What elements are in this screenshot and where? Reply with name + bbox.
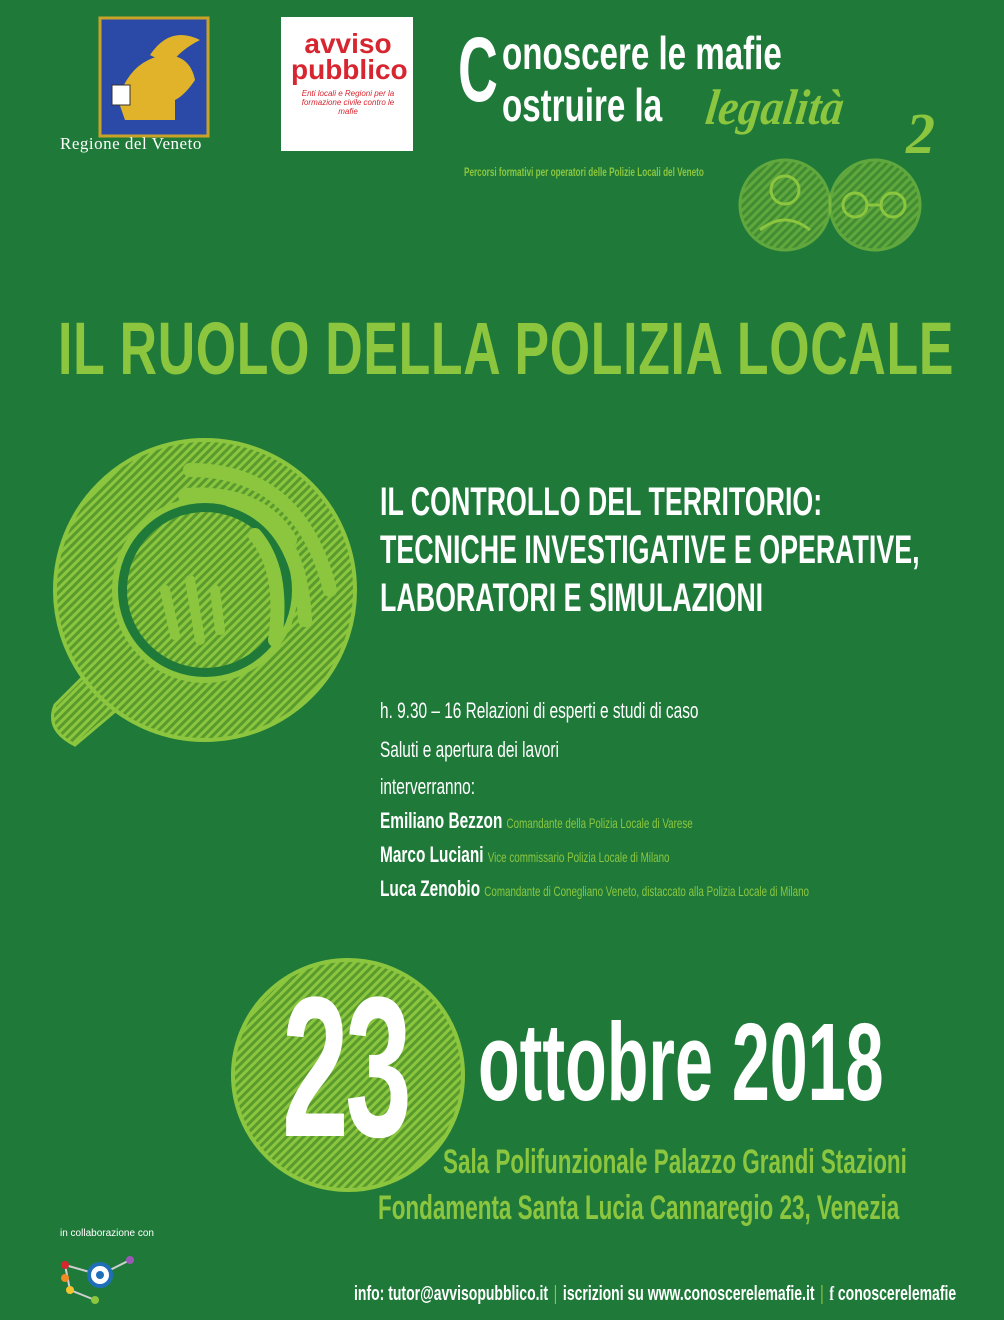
session-title-line1: IL CONTROLLO DEL TERRITORIO: — [380, 480, 823, 524]
venue-line2: Fondamenta Santa Lucia Cannaregio 23, Venezia — [378, 1189, 900, 1227]
speaker-name: Marco Luciani — [380, 842, 484, 867]
avviso-tagline: Enti locali e Regioni per la formazione civile contro le mafie — [301, 89, 395, 116]
speaker-list — [380, 808, 993, 910]
project-header — [458, 20, 998, 180]
speaker-role: Comandante di Conegliano Veneto, distaccato alla Polizia Locale di Milano — [484, 883, 810, 899]
session-title-line2: TECNICHE INVESTIGATIVE E OPERATIVE, — [380, 528, 920, 572]
project-big-c: C — [458, 19, 498, 121]
project-line1: onoscere le mafie — [502, 27, 782, 79]
footer-social[interactable]: conoscerelemafie — [837, 1283, 957, 1305]
speaker-name: Emiliano Bezzon — [380, 808, 503, 833]
session-opening: Saluti e apertura dei lavori — [380, 737, 559, 762]
session-schedule: h. 9.30 – 16 Relazioni di esperti e studi di caso — [380, 698, 699, 723]
session-title — [380, 478, 990, 622]
facebook-icon[interactable]: f — [829, 1283, 835, 1305]
collaboration-label: in collaborazione con — [60, 1228, 154, 1239]
footer: info: tutor@avvisopubblico.it | iscrizioni su www.conoscerelemafie.it | f conoscerelemafie — [354, 1283, 957, 1305]
venue-line1: Sala Polifunzionale Palazzo Grandi Stazioni — [443, 1143, 907, 1181]
lion-of-saint-mark-icon — [100, 18, 208, 136]
project-line2: ostruire la — [502, 79, 663, 131]
footer-info[interactable]: info: tutor@avvisopubblico.it — [354, 1283, 549, 1305]
project-number: 2 — [906, 101, 935, 166]
speaker-item — [380, 808, 993, 842]
footer-registration[interactable]: iscrizioni su www.conoscerelemafie.it — [562, 1283, 815, 1305]
speaker-item — [380, 876, 993, 910]
event-day: 23 — [282, 956, 409, 1179]
avviso-name-line1: avviso — [304, 28, 392, 59]
project-subtitle: Percorsi formativi per operatori delle Polizie Locali del Veneto — [464, 165, 704, 179]
region-name: Regione del Veneto — [60, 134, 202, 153]
speaker-name: Luca Zenobio — [380, 876, 481, 901]
session-title-line3: LABORATORI E SIMULAZIONI — [380, 576, 764, 620]
collaboration-logo — [61, 1256, 134, 1304]
speaker-item — [380, 842, 993, 876]
main-title: IL RUOLO DELLA POLIZIA LOCALE — [58, 307, 955, 390]
speakers-label: interverranno: — [380, 774, 476, 799]
project-script: legalità — [702, 79, 848, 135]
event-month-year: ottobre 2018 — [478, 1001, 884, 1124]
speaker-role: Comandante della Polizia Locale di Varese — [506, 815, 693, 831]
speaker-role: Vice commissario Polizia Locale di Milano — [487, 849, 670, 865]
magnifying-glass-icon — [53, 440, 356, 745]
avviso-pubblico-logo — [281, 17, 413, 151]
avviso-name-line2: pubblico — [291, 54, 408, 85]
